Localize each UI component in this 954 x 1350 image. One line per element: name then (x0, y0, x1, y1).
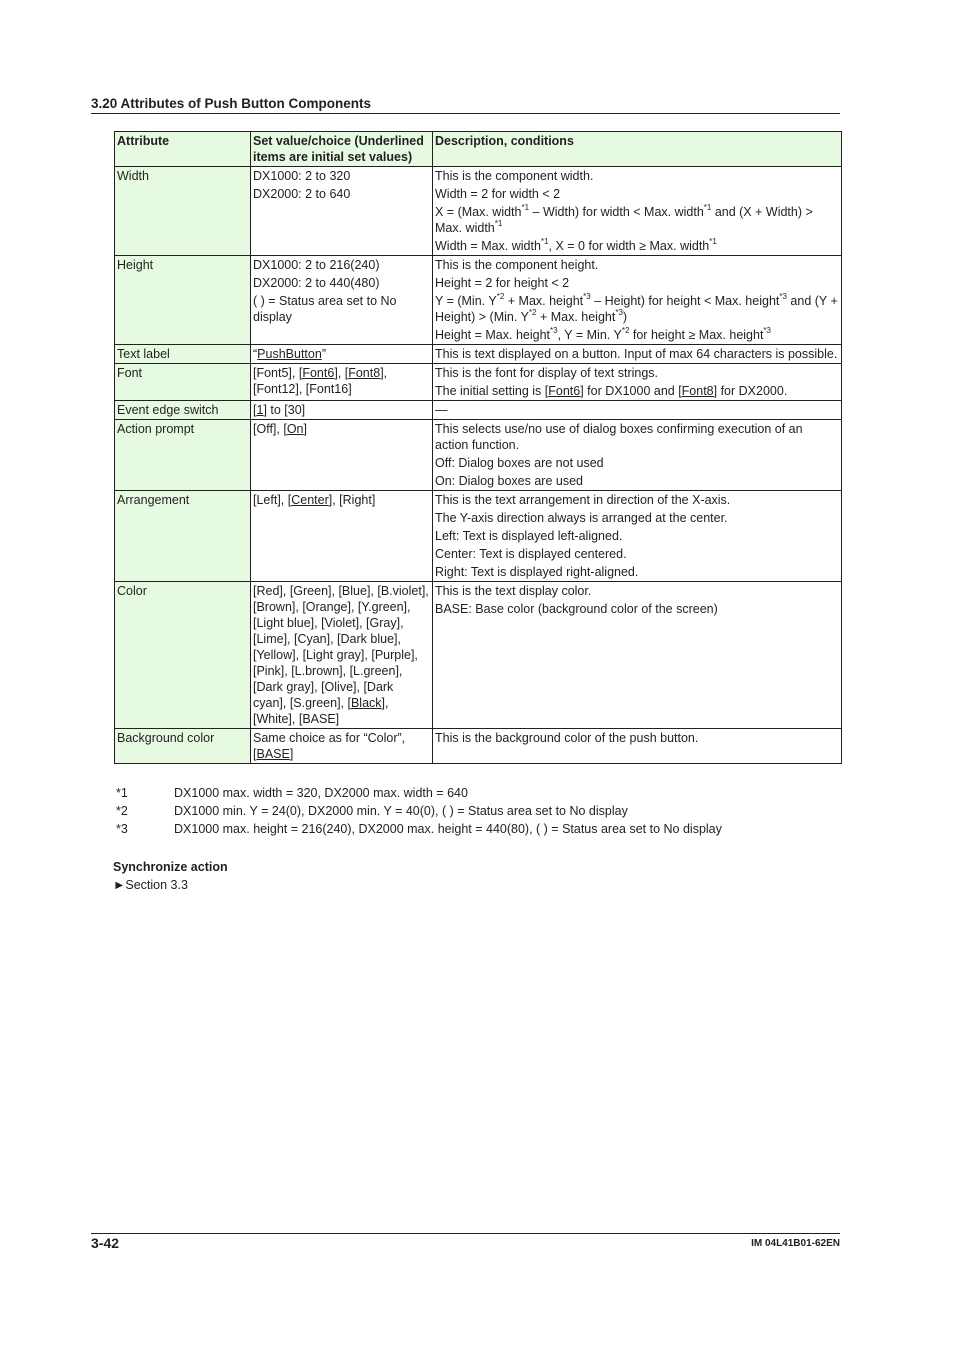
desc-line: This is the component height. (435, 258, 599, 272)
sync-title: Synchronize action (113, 860, 228, 874)
value-line: DX2000: 2 to 640 (253, 187, 351, 201)
table-row (115, 729, 842, 764)
header-description: Description, conditions (433, 132, 842, 167)
value-line: DX1000: 2 to 320 (253, 169, 351, 183)
description: This is the background color of the push button. (433, 729, 842, 764)
description (433, 582, 842, 729)
attribute-name: Arrangement (115, 491, 251, 582)
set-value: [Font5], [Font6], [Font8], [Font12], [Font16] (251, 364, 433, 401)
initial-value: Font8 (348, 366, 381, 380)
set-value (251, 256, 433, 345)
initial-value: Font6 (302, 366, 335, 380)
section-reference-link[interactable]: ►Section 3.3 (113, 878, 188, 892)
footnote: *2 DX1000 min. Y = 24(0), DX2000 min. Y = 40(0), ( ) = Status area set to No display (116, 804, 628, 818)
footnotes (116, 784, 836, 838)
attributes-table (114, 131, 842, 764)
initial-value: BASE (256, 747, 290, 761)
description (433, 256, 842, 345)
description (433, 364, 842, 401)
desc-line: Left: Text is displayed left-aligned. (435, 529, 623, 543)
desc-line: X = (Max. width$^{*1}$ – Width) for width < Max. width$^{*1}$ and (X + Width) > Max. width$^{*1}$ (435, 203, 813, 235)
table-header-row (115, 132, 842, 167)
description (433, 420, 842, 491)
document-id: IM 04L41B01-62EN (751, 1238, 840, 1249)
desc-line: Off: Dialog boxes are not used (435, 456, 604, 470)
table-row (115, 364, 842, 401)
description (433, 491, 842, 582)
header-set-value: Set value/choice (Underlined items are initial set values) (251, 132, 433, 167)
footnote: *3 DX1000 max. height = 216(240), DX2000 max. height = 440(80), ( ) = Status area set to No display (116, 822, 722, 836)
header-attribute: Attribute (115, 132, 251, 167)
attribute-name: Text label (115, 345, 251, 364)
desc-line: Height = Max. height$^{*3}$, Y = Min. $Y^{*2}$ for height ≥ Max. height$^{*3}$ (435, 326, 771, 342)
table-row (115, 167, 842, 256)
attribute-name: Background color (115, 729, 251, 764)
initial-value: 1 (256, 403, 264, 417)
desc-line: This selects use/no use of dialog boxes confirming execution of an action function. (435, 422, 803, 452)
desc-line: Width = 2 for width < 2 (435, 187, 561, 201)
desc-line: Center: Text is displayed centered. (435, 547, 627, 561)
value-line: ( ) = Status area set to No display (253, 294, 397, 324)
table-row (115, 582, 842, 729)
set-value: [Left], [Center], [Right] (251, 491, 433, 582)
table-row (115, 345, 842, 364)
desc-line: This is the font for display of text strings. (435, 366, 659, 380)
desc-line: This is the text arrangement in direction of the X-axis. (435, 493, 731, 507)
table-row (115, 420, 842, 491)
value-line: DX1000: 2 to 216(240) (253, 258, 380, 272)
page-number: 3-42 (91, 1235, 120, 1251)
value-line: DX2000: 2 to 440(480) (253, 276, 380, 290)
attribute-name: Height (115, 256, 251, 345)
set-value: [Off], [On] (251, 420, 433, 491)
attribute-name: Width (115, 167, 251, 256)
initial-value: Center (291, 493, 329, 507)
attribute-name: Font (115, 364, 251, 401)
table-row (115, 256, 842, 345)
desc-line: Right: Text is displayed right-aligned. (435, 565, 639, 579)
initial-value: On (286, 422, 304, 436)
footnote: *1 DX1000 max. width = 320, DX2000 max. width = 640 (116, 786, 468, 800)
set-value (251, 167, 433, 256)
desc-line: BASE: Base color (background color of the screen) (435, 602, 718, 616)
attribute-name: Event edge switch (115, 401, 251, 420)
description (433, 167, 842, 256)
attribute-name: Color (115, 582, 251, 729)
desc-line: The initial setting is [Font6] for DX1000 and [Font8] for DX2000. (435, 384, 788, 398)
set-value: Same choice as for “Color”, [BASE] (251, 729, 433, 764)
desc-line: This is the text display color. (435, 584, 592, 598)
desc-line: Width = Max. width$^{*1}$, X = 0 for width ≥ Max. width$^{*1}$ (435, 237, 717, 253)
table-row (115, 491, 842, 582)
desc-line: The Y-axis direction always is arranged at the center. (435, 511, 728, 525)
initial-value: Black (350, 696, 382, 710)
desc-line: Y = (Min. $Y^{*2}$ + Max. height$^{*3}$ – Height) for height < Max. height$^{*3}$ and (Y + Height) > (Min. $Y^{*2}$ + Max. height$^{*3}$) (435, 292, 838, 324)
set-value: [1] to [30] (251, 401, 433, 420)
attribute-name: Action prompt (115, 420, 251, 491)
desc-line: Height = 2 for height < 2 (435, 276, 570, 290)
description: This is text displayed on a button. Input of max 64 characters is possible. (433, 345, 842, 364)
set-value: “PushButton” (251, 345, 433, 364)
initial-value: PushButton (257, 347, 322, 361)
footer-divider (91, 1233, 840, 1234)
description: — (433, 401, 842, 420)
set-value: [Red], [Green], [Blue], [B.violet], [Brown], [Orange], [Y.green], [Light blue], [Violet], [Gray], [Lime], [Cyan], [Dark blue], [Yellow], [Light gray], [Purple], [Pink], [L.brown], [L.green], [Dark gray], [Olive], [Dark cyan], [S.green], [Black], [White], [BASE] (251, 582, 433, 729)
section-title: 3.20 Attributes of Push Button Components (91, 96, 840, 114)
table-row (115, 401, 842, 420)
desc-line: This is the component width. (435, 169, 594, 183)
desc-line: On: Dialog boxes are used (435, 474, 584, 488)
